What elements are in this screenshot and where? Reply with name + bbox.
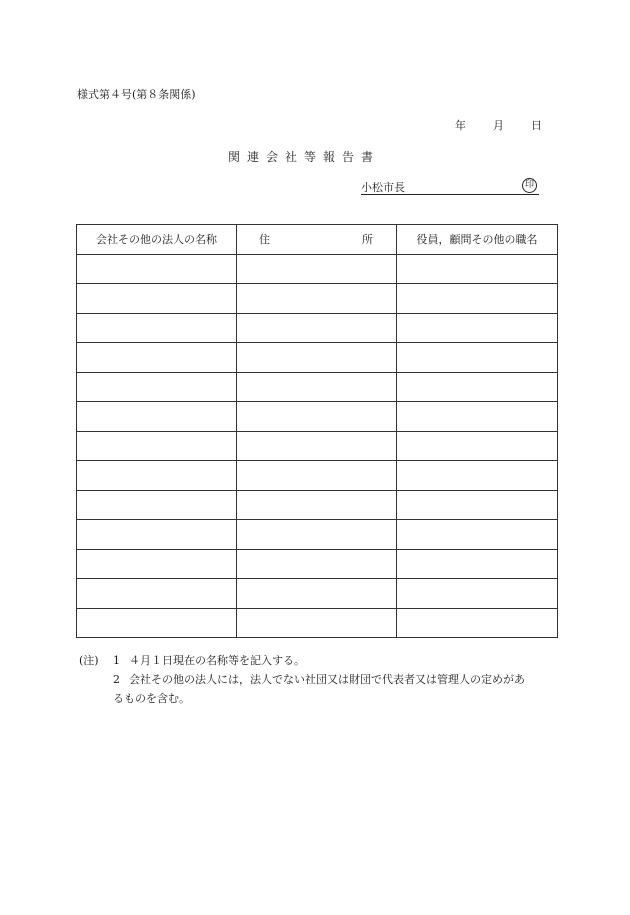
cell-company-name[interactable] <box>77 402 237 432</box>
cell-company-name[interactable] <box>77 461 237 491</box>
table-row <box>77 402 558 432</box>
cell-address[interactable] <box>237 549 397 579</box>
cell-position[interactable] <box>397 608 558 638</box>
cell-position[interactable] <box>397 549 558 579</box>
column-header-position: 役員，顧問その他の職名 <box>397 225 558 255</box>
cell-address[interactable] <box>237 608 397 638</box>
date-year: 年 <box>455 119 466 132</box>
cell-address[interactable] <box>237 343 397 373</box>
cell-position[interactable] <box>397 313 558 343</box>
cell-company-name[interactable] <box>77 284 237 314</box>
column-header-company-name: 会社その他の法人の名称 <box>77 225 237 255</box>
form-number: 様式第４号(第８条関係) <box>77 88 196 101</box>
cell-position[interactable] <box>397 343 558 373</box>
cell-company-name[interactable] <box>77 579 237 609</box>
cell-address[interactable] <box>237 402 397 432</box>
cell-company-name[interactable] <box>77 520 237 550</box>
cell-position[interactable] <box>397 372 558 402</box>
note-text-1: ４月１日現在の名称等を記入する。 <box>129 654 305 667</box>
cell-address[interactable] <box>237 520 397 550</box>
date-day: 日 <box>531 119 542 132</box>
table-row <box>77 490 558 520</box>
cell-address[interactable] <box>237 313 397 343</box>
date-line <box>455 117 542 133</box>
cell-position[interactable] <box>397 461 558 491</box>
table-row <box>77 520 558 550</box>
table-row <box>77 372 558 402</box>
cell-address[interactable] <box>237 254 397 284</box>
table-row <box>77 431 558 461</box>
cell-position[interactable] <box>397 520 558 550</box>
cell-address[interactable] <box>237 284 397 314</box>
cell-company-name[interactable] <box>77 254 237 284</box>
cell-position[interactable] <box>397 490 558 520</box>
cell-company-name[interactable] <box>77 372 237 402</box>
cell-address[interactable] <box>237 461 397 491</box>
cell-company-name[interactable] <box>77 608 237 638</box>
note-text-2-continued: るものを含む。 <box>113 692 190 705</box>
cell-company-name[interactable] <box>77 343 237 373</box>
note-number-2: 2 <box>113 673 120 686</box>
addressee-line <box>361 179 539 195</box>
note-text-2: 会社その他の法人には，法人でない社団又は財団で代表者又は管理人の定めがあ <box>129 673 525 686</box>
table-row <box>77 254 558 284</box>
addressee-name: 小松市長 <box>361 181 405 194</box>
cell-company-name[interactable] <box>77 313 237 343</box>
table-body <box>77 254 558 638</box>
date-month: 月 <box>493 119 504 132</box>
table-row <box>77 343 558 373</box>
cell-address[interactable] <box>237 579 397 609</box>
cell-position[interactable] <box>397 284 558 314</box>
note-number-1: 1 <box>113 654 120 667</box>
cell-position[interactable] <box>397 579 558 609</box>
table-row <box>77 608 558 638</box>
document-title: 関連会社等報告書 <box>228 150 381 164</box>
table-row <box>77 313 558 343</box>
cell-address[interactable] <box>237 431 397 461</box>
table-row <box>77 549 558 579</box>
cell-company-name[interactable] <box>77 549 237 579</box>
cell-position[interactable] <box>397 254 558 284</box>
table-row <box>77 579 558 609</box>
table-header-row <box>77 225 558 255</box>
cell-company-name[interactable] <box>77 431 237 461</box>
table-row <box>77 284 558 314</box>
report-table <box>76 224 558 638</box>
seal-icon: 印 <box>522 178 537 193</box>
table-row <box>77 461 558 491</box>
column-header-address: 住 所 <box>237 225 397 255</box>
cell-position[interactable] <box>397 431 558 461</box>
notes-label: (注) <box>79 654 99 667</box>
cell-company-name[interactable] <box>77 490 237 520</box>
cell-position[interactable] <box>397 402 558 432</box>
cell-address[interactable] <box>237 490 397 520</box>
cell-address[interactable] <box>237 372 397 402</box>
